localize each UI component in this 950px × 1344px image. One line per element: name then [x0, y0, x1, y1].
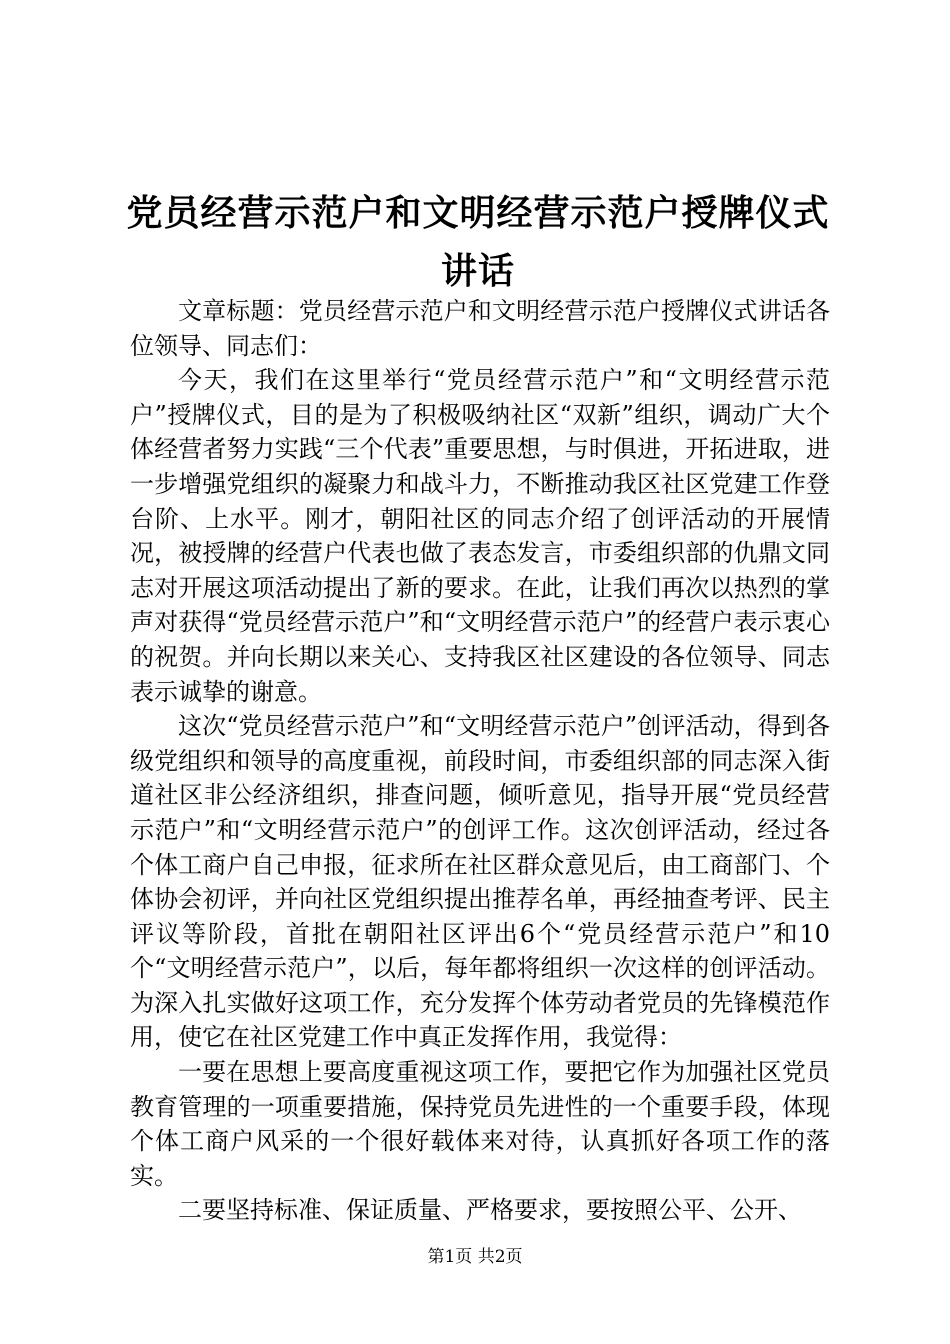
paragraph-opening: 今天，我们在这里举行“党员经营示范户”和“文明经营示范户”授牌仪式，目的是为了积极吸纳社区“双新”组织，调动广大个体经营者努力实践“三个代表”重要思想，与时俱进，开拓进取，进一步增强党组织的凝聚力和战斗力，不断推动我区社区党建工作登台阶、上水平。刚才，朝阳社区的同志介绍了创评活动的开展情况，被授牌的经营户代表也做了表态发言，市委组织部的仇鼎文同志对开展这项活动提出了新的要求。在此，让我们再次以热烈的掌声对获得“党员经营示范户”和“文明经营示范户”的经营户表示衷心的祝贺。并向长期以来关心、支持我区社区建设的各位领导、同志表示诚挚的谢意。: [130, 366, 830, 706]
paragraph-point-one: 一要在思想上要高度重视这项工作，要把它作为加强社区党员教育管理的一项重要措施，保持党员先进性的一个重要手段，体现个体工商户风采的一个很好载体来对待，认真抓好各项工作的落实。: [130, 1058, 830, 1190]
paragraph-point-two: 二要坚持标准、保证质量、严格要求，要按照公平、公开、: [178, 1196, 802, 1225]
paragraph-activity-overview: 这次“党员经营示范户”和“文明经营示范户”创评活动，得到各级党组织和领导的高度重视，前段时间，市委组织部的同志深入街道社区非公经济组织，排查问题，倾听意见，指导开展“党员经营示范户”和“文明经营示范户”的创评工作。这次创评活动，经过各个体工商户自己申报，征求所在社区群众意见后，由工商部门、个体协会初评，并向社区党组织提出推荐名单，再经抽查考评、民主评议等阶段，首批在朝阳社区评出6个“党员经营示范户”和10个“文明经营示范户”，以后，每年都将组织一次这样的创评活动。为深入扎实做好这项工作，充分发挥个体劳动者党员的先锋模范作用，使它在社区党建工作中真正发挥作用，我觉得：: [130, 712, 830, 1052]
document-body: [130, 294, 830, 1228]
paragraph-article-heading: 文章标题：党员经营示范户和文明经营示范户授牌仪式讲话各位领导、同志们：: [130, 297, 830, 360]
document-title: 党员经营示范户和文明经营示范户授牌仪式讲话: [126, 192, 830, 293]
page-number-footer: 第1页 共2页: [427, 1247, 523, 1267]
